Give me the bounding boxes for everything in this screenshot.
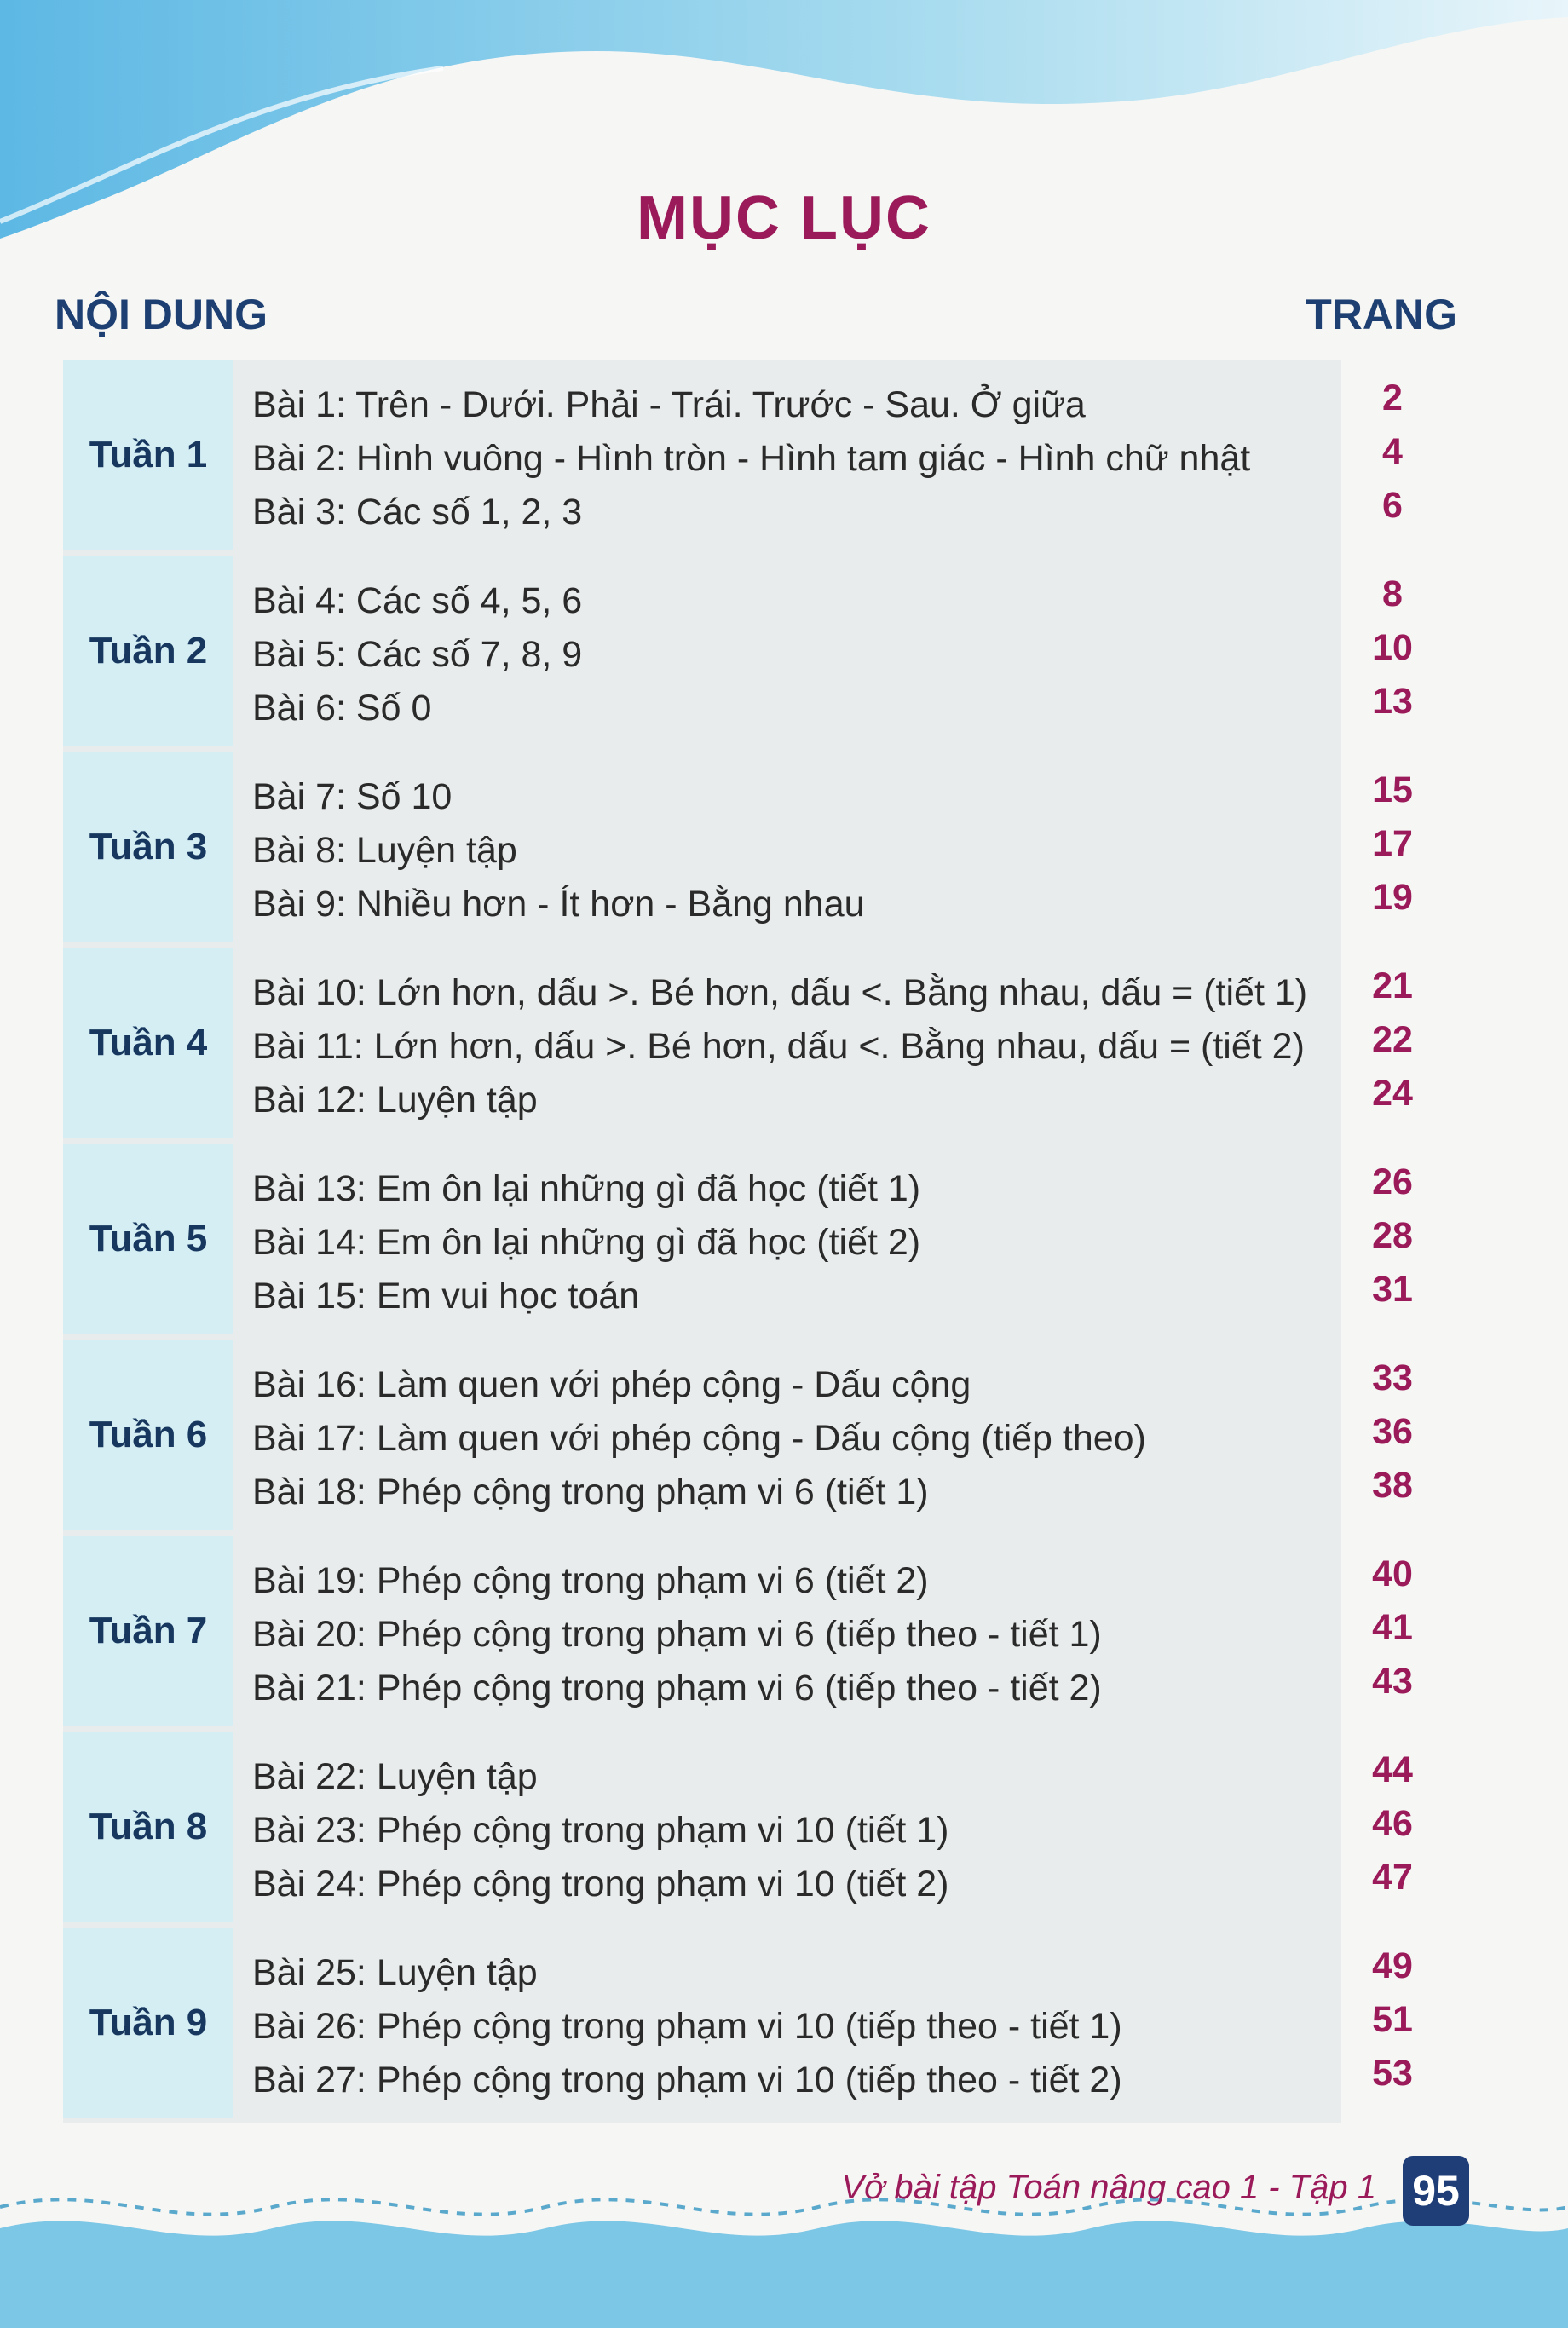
- lesson-page: 31: [1372, 1269, 1413, 1310]
- week-row: [63, 556, 1413, 752]
- lesson-title: Bài 23: Phép cộng trong phạm vi 10 (tiết 1): [252, 1810, 949, 1851]
- lesson-title: Bài 12: Luyện tập: [252, 1080, 538, 1121]
- week-label: Tuần 6: [63, 1340, 233, 1530]
- lesson-page: 47: [1372, 1857, 1413, 1898]
- lesson-page: 17: [1372, 823, 1413, 864]
- lesson-title: Bài 3: Các số 1, 2, 3: [252, 492, 583, 533]
- week-label: Tuần 9: [63, 1928, 233, 2118]
- lesson-title: Bài 17: Làm quen với phép cộng - Dấu cộng (tiếp theo): [252, 1418, 1146, 1459]
- lesson-page: 8: [1382, 573, 1403, 614]
- lesson-title: Bài 5: Các số 7, 8, 9: [252, 634, 583, 675]
- lesson-page: 4: [1382, 431, 1403, 472]
- week-row: [63, 1732, 1413, 1928]
- lesson-page: 51: [1372, 1999, 1413, 2040]
- week-label: Tuần 5: [63, 1144, 233, 1334]
- lesson-page: 15: [1372, 769, 1413, 810]
- lesson-page: 43: [1372, 1661, 1413, 1702]
- lesson-title: Bài 21: Phép cộng trong phạm vi 6 (tiếp theo - tiết 2): [252, 1668, 1102, 1709]
- lesson-page: 41: [1372, 1607, 1413, 1648]
- lesson-page: 49: [1372, 1945, 1413, 1986]
- lesson-page: 24: [1372, 1073, 1413, 1114]
- lesson-title: Bài 4: Các số 4, 5, 6: [252, 580, 583, 621]
- lesson-title: Bài 1: Trên - Dưới. Phải - Trái. Trước - Sau. Ở giữa: [252, 384, 1086, 425]
- lesson-title: Bài 24: Phép cộng trong phạm vi 10 (tiết 2): [252, 1864, 949, 1904]
- lesson-page: 6: [1382, 485, 1403, 526]
- lesson-page: 2: [1382, 377, 1403, 418]
- lesson-title: Bài 15: Em vui học toán: [252, 1276, 640, 1317]
- lesson-page: 46: [1372, 1803, 1413, 1844]
- week-label: Tuần 4: [63, 948, 233, 1138]
- week-row: [63, 1340, 1413, 1536]
- lesson-title: Bài 6: Số 0: [252, 688, 432, 729]
- lesson-page: 26: [1372, 1161, 1413, 1202]
- lesson-page: 36: [1372, 1411, 1413, 1452]
- lesson-title: Bài 26: Phép cộng trong phạm vi 10 (tiếp theo - tiết 1): [252, 2006, 1122, 2047]
- week-label: Tuần 2: [63, 556, 233, 746]
- week-label: Tuần 7: [63, 1536, 233, 1726]
- lesson-page: 21: [1372, 965, 1413, 1006]
- lesson-title: Bài 9: Nhiều hơn - Ít hơn - Bằng nhau: [252, 884, 865, 925]
- content-column-header: NỘI DUNG: [55, 291, 268, 338]
- week-label: Tuần 1: [63, 360, 233, 550]
- lesson-title: Bài 20: Phép cộng trong phạm vi 6 (tiếp theo - tiết 1): [252, 1614, 1102, 1655]
- lesson-page: 44: [1372, 1749, 1413, 1790]
- lesson-title: Bài 11: Lớn hơn, dấu >. Bé hơn, dấu <. Bằng nhau, dấu = (tiết 2): [252, 1026, 1305, 1067]
- lesson-page: 33: [1372, 1357, 1413, 1398]
- lesson-page: 53: [1372, 2053, 1413, 2094]
- lesson-title: Bài 18: Phép cộng trong phạm vi 6 (tiết 1): [252, 1472, 929, 1513]
- lesson-title: Bài 25: Luyện tập: [252, 1952, 538, 1993]
- lesson-page: 19: [1372, 877, 1413, 918]
- lesson-page: 40: [1372, 1553, 1413, 1594]
- lesson-title: Bài 8: Luyện tập: [252, 830, 517, 871]
- week-row: [63, 1928, 1413, 2123]
- week-label: Tuần 8: [63, 1732, 233, 1922]
- lesson-title: Bài 14: Em ôn lại những gì đã học (tiết 2): [252, 1222, 921, 1263]
- lesson-title: Bài 22: Luyện tập: [252, 1756, 538, 1797]
- week-row: [63, 948, 1413, 1144]
- lesson-title: Bài 10: Lớn hơn, dấu >. Bé hơn, dấu <. Bằng nhau, dấu = (tiết 1): [252, 972, 1308, 1013]
- week-label: Tuần 3: [63, 752, 233, 942]
- lesson-title: Bài 27: Phép cộng trong phạm vi 10 (tiếp theo - tiết 2): [252, 2060, 1122, 2100]
- lesson-title: Bài 7: Số 10: [252, 776, 453, 817]
- lesson-page: 13: [1372, 681, 1413, 722]
- page-number-badge: 95: [1403, 2156, 1469, 2226]
- lesson-title: Bài 13: Em ôn lại những gì đã học (tiết 1): [252, 1168, 921, 1209]
- lesson-page: 28: [1372, 1215, 1413, 1256]
- page-title: MỤC LỤC: [637, 184, 931, 252]
- book-title: Vở bài tập Toán nâng cao 1 - Tập 1: [841, 2169, 1376, 2206]
- week-row: [63, 752, 1413, 948]
- lesson-title: Bài 16: Làm quen với phép cộng - Dấu cộng: [252, 1364, 971, 1405]
- week-row: [63, 1144, 1413, 1340]
- page-column-header: TRANG: [1306, 291, 1457, 338]
- lesson-title: Bài 2: Hình vuông - Hình tròn - Hình tam giác - Hình chữ nhật: [252, 438, 1251, 479]
- lesson-page: 22: [1372, 1019, 1413, 1060]
- lesson-page: 10: [1372, 627, 1413, 668]
- table-of-contents: [63, 360, 1413, 2123]
- week-row: [63, 1536, 1413, 1732]
- week-row: [63, 360, 1403, 556]
- lesson-page: 38: [1372, 1465, 1413, 1506]
- lesson-title: Bài 19: Phép cộng trong phạm vi 6 (tiết 2): [252, 1560, 929, 1601]
